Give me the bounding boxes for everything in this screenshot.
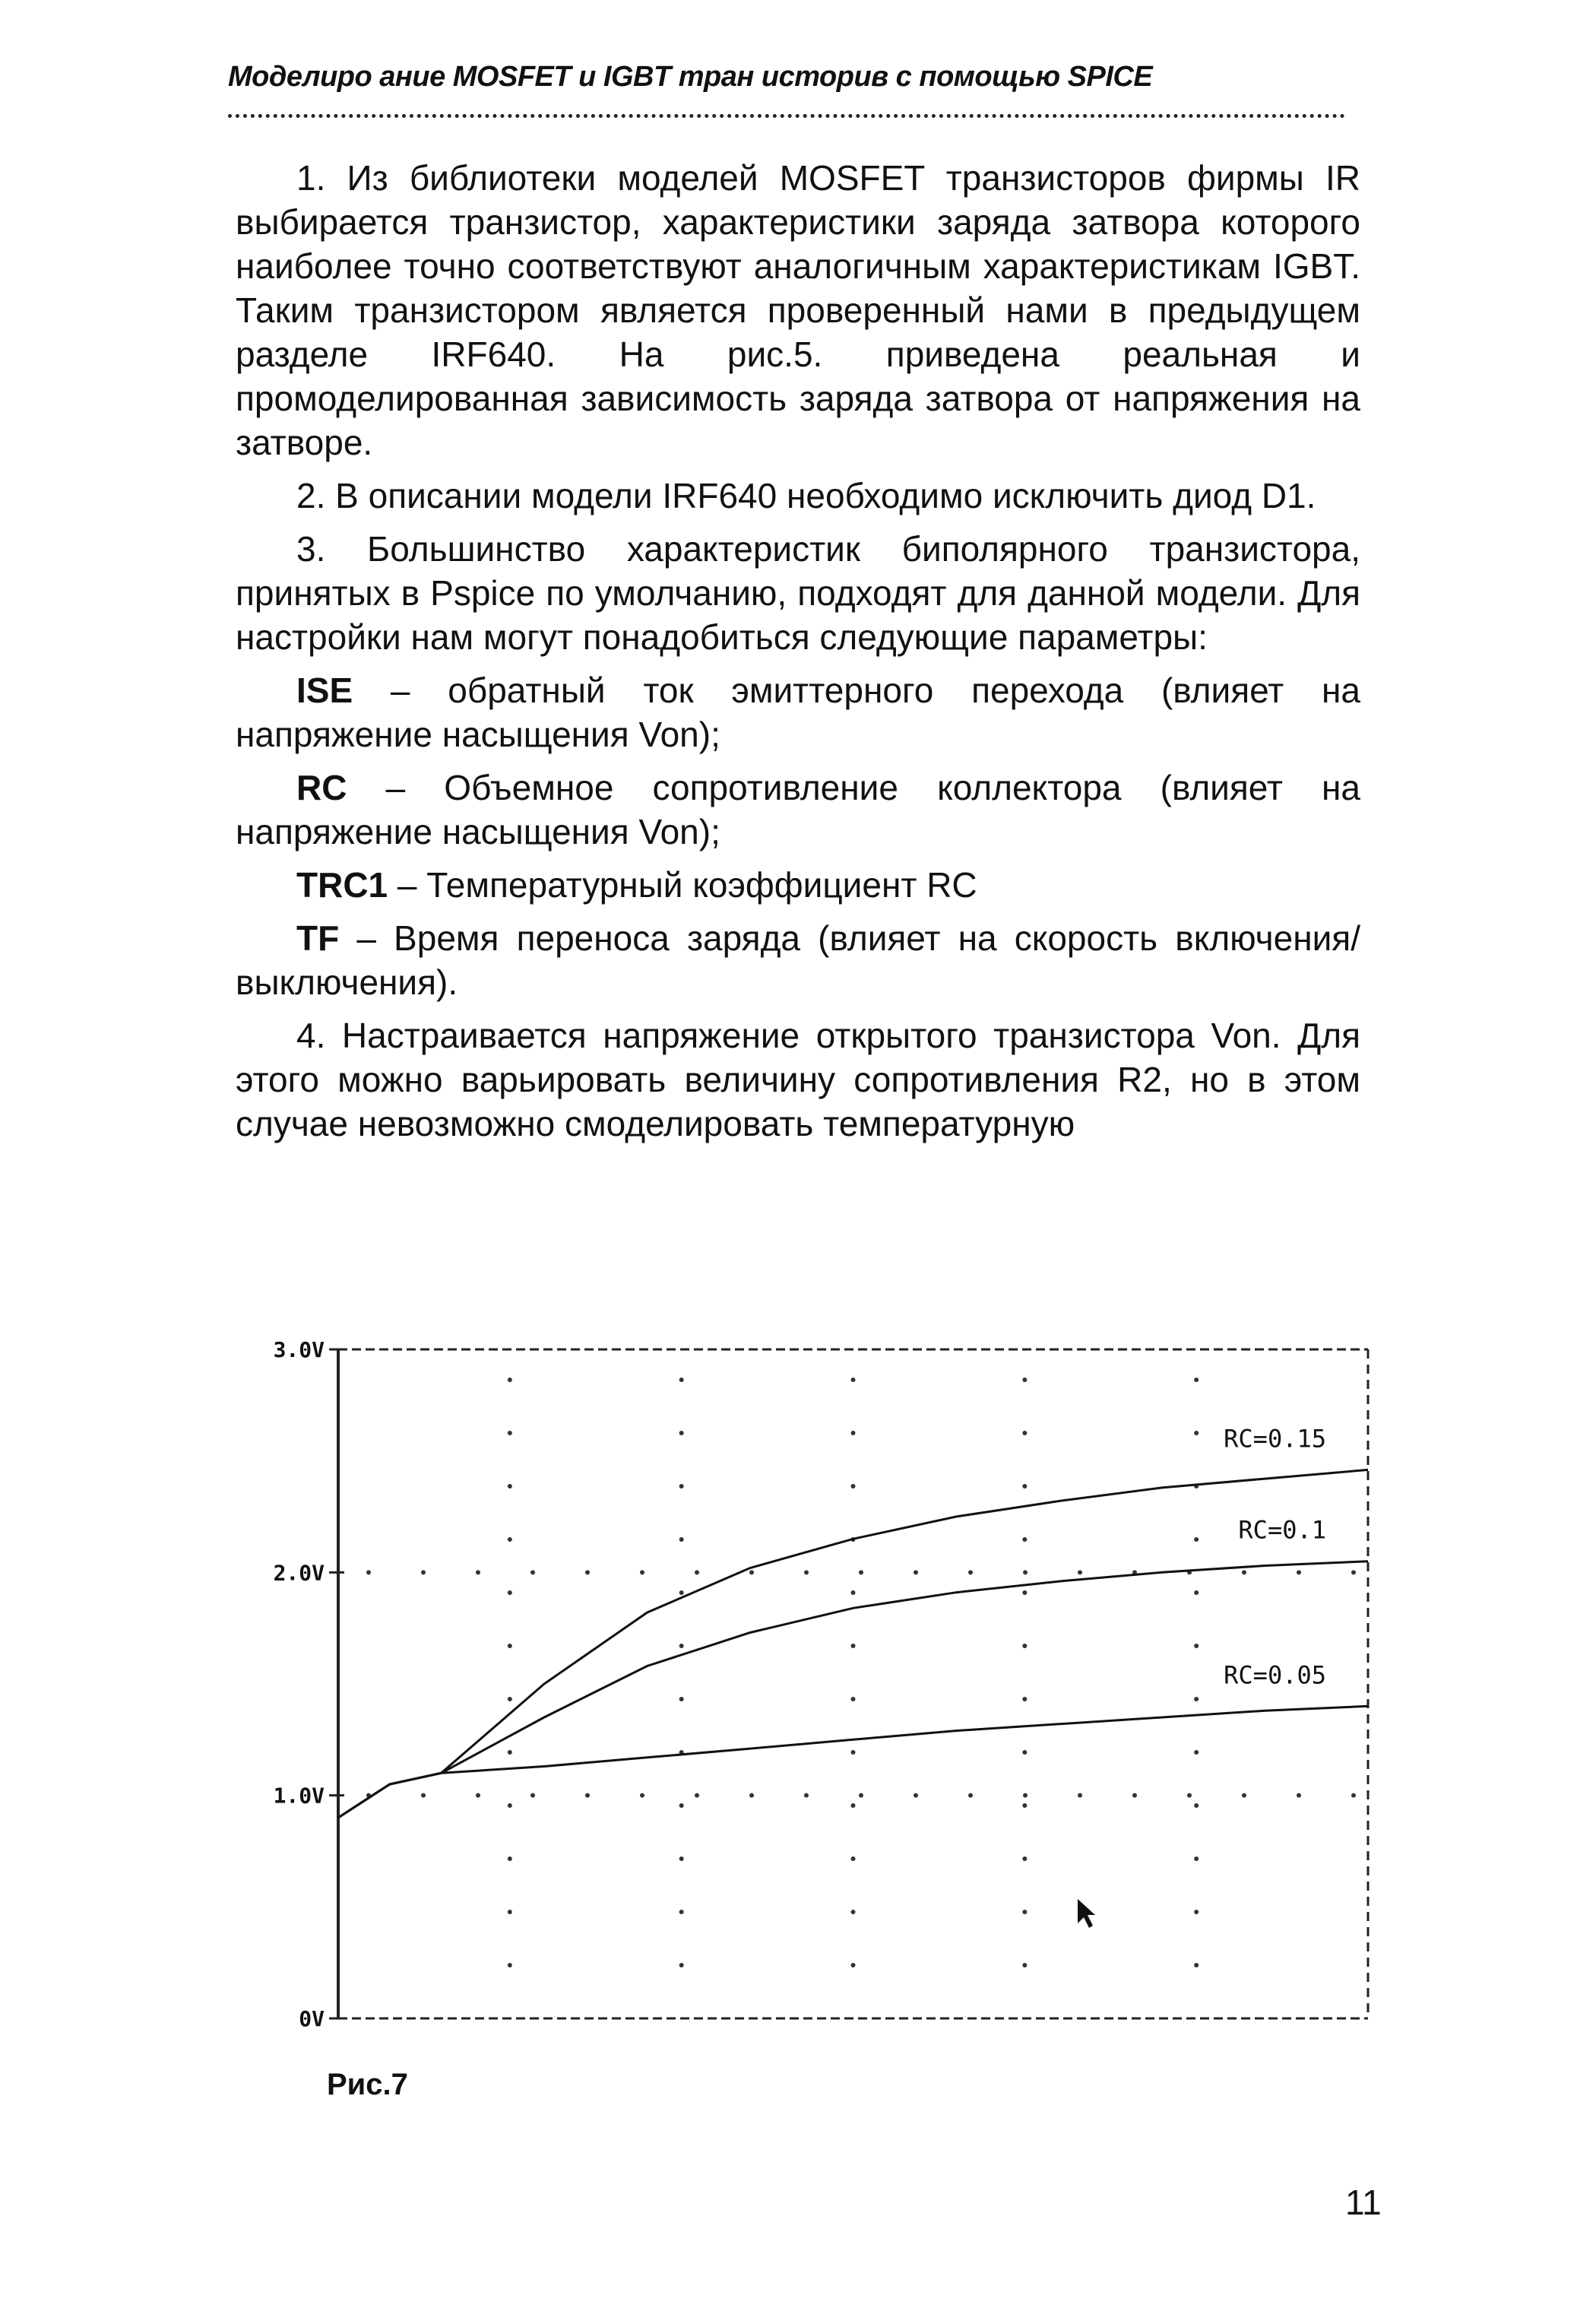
grid-dot [585, 1793, 590, 1798]
grid-dot [695, 1570, 699, 1574]
grid-dot [1022, 1803, 1027, 1808]
grid-dot [679, 1537, 684, 1542]
grid-dot [1078, 1570, 1082, 1574]
grid-dot [851, 1963, 856, 1967]
grid-dot [1022, 1750, 1027, 1755]
grid-dot [679, 1590, 684, 1595]
param-tf [236, 916, 1360, 1004]
grid-dot [804, 1570, 809, 1574]
grid-dot [508, 1910, 512, 1914]
grid-dot [851, 1910, 856, 1914]
grid-dot [1194, 1750, 1199, 1755]
grid-dot [679, 1856, 684, 1861]
grid-dot [1022, 1431, 1027, 1435]
grid-dot [1351, 1570, 1356, 1574]
grid-dot [530, 1570, 535, 1574]
grid-dot [508, 1644, 512, 1648]
paragraph-2: 2. В описании модели IRF640 необходимо исключить диод D1. [296, 476, 1316, 515]
grid-dot [1194, 1431, 1199, 1435]
grid-dot [851, 1484, 856, 1489]
grid-dot [851, 1644, 856, 1648]
grid-dot [695, 1793, 699, 1798]
grid-dot [508, 1537, 512, 1542]
grid-dot [1078, 1793, 1082, 1798]
param-desc: – Объемное сопротивление коллектора (влияет на напряжение насыщения Von); [236, 768, 1360, 851]
grid-dot [1194, 1963, 1199, 1967]
grid-dot [1022, 1910, 1027, 1914]
grid-dot [851, 1803, 856, 1808]
page-number: 11 [1345, 2183, 1382, 2222]
grid-dot [585, 1570, 590, 1574]
grid-dot [1022, 1644, 1027, 1648]
grid-dot [508, 1590, 512, 1595]
y-tick-label: 1.0V [273, 1783, 325, 1809]
grid-dot [968, 1793, 973, 1798]
series-label-2: RC=0.05 [1224, 1660, 1326, 1690]
grid-dot [749, 1793, 754, 1798]
grid-dot [1194, 1803, 1199, 1808]
grid-dot [508, 1378, 512, 1382]
series-label-0: RC=0.15 [1224, 1424, 1326, 1454]
grid-dot [1022, 1590, 1027, 1595]
grid-dot [1242, 1570, 1246, 1574]
y-tick-label: 0V [299, 2006, 325, 2031]
param-trc1 [236, 863, 1360, 907]
paragraph-3: 3. Большинство характеристик биполярного транзистора, принятых в Pspice по умолчанию, подходят для данной модели. Для настройки нам могут понадобиться следующие параметры: [236, 529, 1360, 657]
body-text [236, 156, 1360, 1155]
grid-dot [1194, 1856, 1199, 1861]
grid-dot [508, 1803, 512, 1808]
param-ise [236, 668, 1360, 756]
param-name: TRC1 [296, 865, 388, 905]
grid-dot [679, 1484, 684, 1489]
grid-dot [1023, 1570, 1028, 1574]
param-desc: – Время переноса заряда (влияет на скорость включения/выключения). [236, 918, 1360, 1002]
grid-dot [851, 1750, 856, 1755]
grid-dot [679, 1431, 684, 1435]
grid-dot [1194, 1537, 1199, 1542]
grid-dot [476, 1570, 480, 1574]
grid-dot [679, 1910, 684, 1914]
running-header: Моделиро ание MOSFET и IGBT тран историв с помощью SPICE [228, 61, 1153, 93]
grid-dot [1022, 1697, 1027, 1701]
grid-dot [508, 1963, 512, 1967]
paragraph-1: 1. Из библиотеки моделей MOSFET транзисторов фирмы IR выбирается транзистор, характеристики заряда затвора которого наиболее точно соответствуют аналогичным характеристикам IGBT. Таким транзистором является проверенный нами в предыдущем разделе IRF640. На рис.5. приведена реальная и промоделированная зависимость заряда затвора от напряжения на затворе. [236, 158, 1360, 462]
grid-dot [859, 1570, 863, 1574]
grid-dot [508, 1750, 512, 1755]
grid-dot [851, 1378, 856, 1382]
grid-dot [851, 1431, 856, 1435]
grid-dot [366, 1570, 371, 1574]
param-name: RC [296, 768, 347, 807]
grid-dot [476, 1793, 480, 1798]
param-desc: – обратный ток эмиттерного перехода (влияет на напряжение насыщения Von); [236, 671, 1360, 754]
figure-caption: Рис.7 [327, 2068, 408, 2101]
grid-dot [1022, 1537, 1027, 1542]
grid-dot [1022, 1856, 1027, 1861]
grid-dot [421, 1793, 426, 1798]
grid-dot [1022, 1963, 1027, 1967]
grid-dot [679, 1644, 684, 1648]
grid-dot [508, 1697, 512, 1701]
figure-7 [228, 1323, 1414, 2053]
param-rc [236, 766, 1360, 854]
grid-dot [1022, 1378, 1027, 1382]
param-name: ISE [296, 671, 353, 710]
grid-dot [1297, 1793, 1301, 1798]
paragraph-4: 4. Настраивается напряжение открытого транзистора Von. Для этого можно варьировать величину сопротивления R2, но в этом случае невозможно смоделировать температурную [236, 1016, 1360, 1143]
grid-dot [640, 1570, 644, 1574]
grid-dot [1194, 1590, 1199, 1595]
grid-dot [851, 1590, 856, 1595]
grid-dot [421, 1570, 426, 1574]
grid-dot [1187, 1793, 1192, 1798]
y-tick-label: 3.0V [273, 1337, 325, 1362]
grid-dot [1023, 1793, 1028, 1798]
series-line-1 [338, 1561, 1368, 1818]
grid-dot [851, 1856, 856, 1861]
grid-dot [679, 1697, 684, 1701]
von-chart [228, 1323, 1414, 2053]
grid-dot [530, 1793, 535, 1798]
grid-dot [804, 1793, 809, 1798]
grid-dot [914, 1570, 918, 1574]
grid-dot [1194, 1378, 1199, 1382]
grid-dot [968, 1570, 973, 1574]
grid-dot [1194, 1697, 1199, 1701]
y-tick-label: 2.0V [273, 1560, 325, 1586]
series-line-2 [338, 1706, 1368, 1818]
grid-dot [1022, 1484, 1027, 1489]
grid-dot [640, 1793, 644, 1798]
grid-dot [1242, 1793, 1246, 1798]
cursor-arrow-icon [1078, 1899, 1095, 1928]
grid-dot [679, 1803, 684, 1808]
header-dotted-rule [228, 114, 1345, 118]
grid-dot [749, 1570, 754, 1574]
grid-dot [1194, 1644, 1199, 1648]
grid-dot [914, 1793, 918, 1798]
grid-dot [1297, 1570, 1301, 1574]
grid-dot [679, 1963, 684, 1967]
grid-dot [508, 1856, 512, 1861]
param-name: TF [296, 918, 340, 958]
grid-dot [851, 1697, 856, 1701]
grid-dot [508, 1431, 512, 1435]
param-desc: – Температурный коэффициент RC [388, 865, 977, 905]
grid-dot [1194, 1910, 1199, 1914]
grid-dot [1132, 1793, 1137, 1798]
grid-dot [1351, 1793, 1356, 1798]
grid-dot [859, 1793, 863, 1798]
grid-dot [679, 1378, 684, 1382]
series-label-1: RC=0.1 [1238, 1515, 1326, 1545]
grid-dot [508, 1484, 512, 1489]
